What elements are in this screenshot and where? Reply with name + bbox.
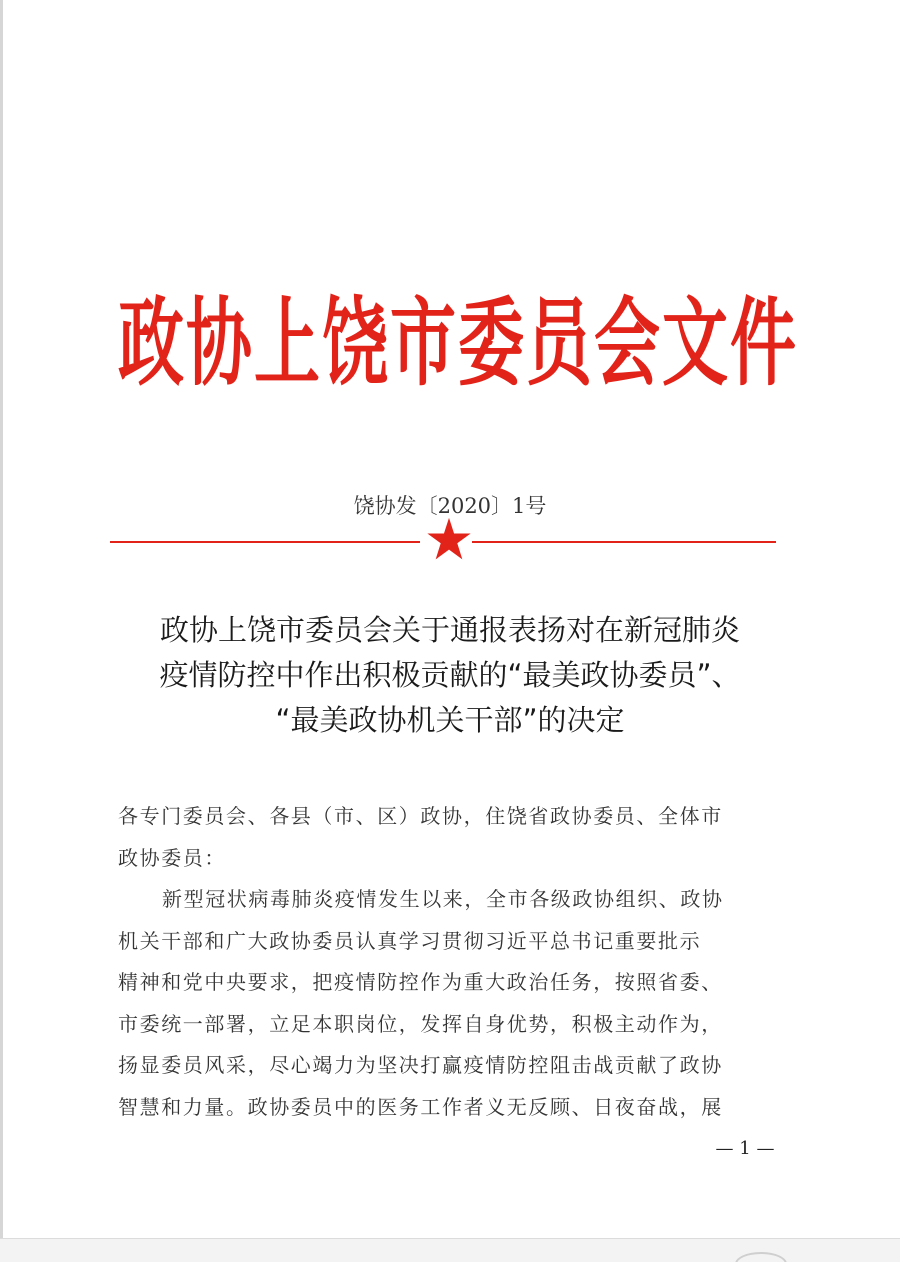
body-line: 各专门委员会、各县（市、区）政协，住饶省政协委员、全体市 — [118, 804, 723, 828]
body-line: 扬显委员风采，尽心竭力为坚决打赢疫情防控阻击战贡献了政协 — [118, 1053, 723, 1077]
red-separator-right — [472, 541, 776, 543]
body-line: 新型冠状病毒肺炎疫情发生以来，全市各级政协组织、政协 — [162, 887, 724, 911]
document-number: 饶协发〔2020〕1号 — [353, 494, 547, 518]
body-line: 市委统一部署，立足本职岗位，发挥自身优势，积极主动作为， — [118, 1011, 723, 1036]
document-header-title: 政协上饶市委员会文件 — [118, 287, 798, 400]
body-line: 政协委员： — [118, 845, 226, 870]
red-separator-left — [110, 541, 420, 543]
page-left-edge — [0, 0, 3, 1262]
decision-title — [100, 608, 800, 743]
decision-title-line: “最美政协机关干部”的决定 — [275, 703, 625, 737]
body-line: 智慧和力量。政协委员中的医务工作者义无反顾、日夜奋战，展 — [118, 1094, 723, 1119]
body-text — [118, 796, 788, 1128]
decision-title-line: 疫情防控中作出积极贡献的“最美政协委员”、 — [159, 658, 741, 692]
body-line: 机关干部和广大政协委员认真学习贯彻习近平总书记重要批示 — [118, 928, 702, 953]
decision-title-line: 政协上饶市委员会关于通报表扬对在新冠肺炎 — [159, 613, 740, 647]
body-line: 精神和党中央要求，把疫情防控作为重大政治任务，按照省委、 — [118, 970, 723, 994]
red-star-icon — [426, 517, 472, 563]
page-number: — 1 — — [715, 1138, 775, 1159]
